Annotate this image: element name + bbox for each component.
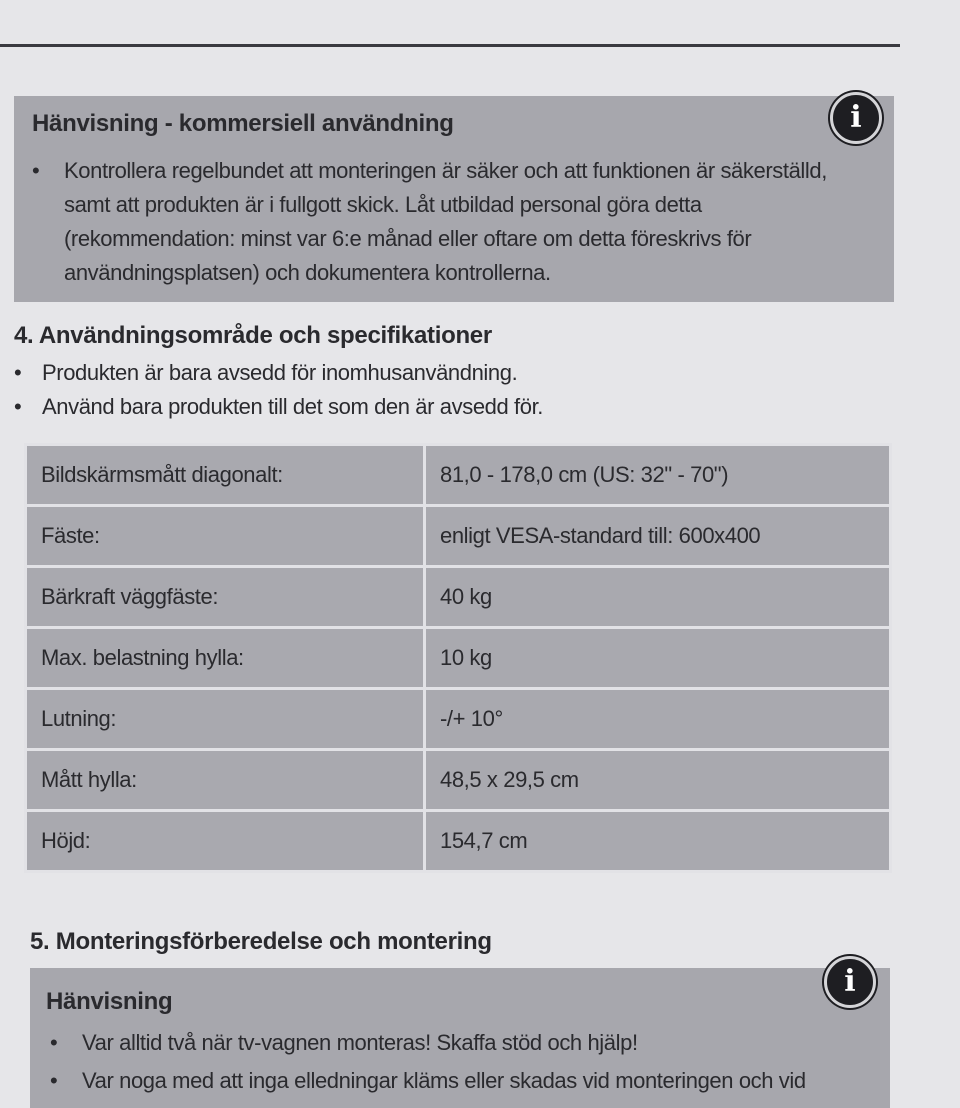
spec-value: 154,7 cm (425, 811, 891, 872)
table-row (26, 750, 891, 811)
section-5-heading: 5. Monteringsförberedelse och montering (30, 928, 492, 955)
mounting-note-bullet: • Var alltid två när tv-vagnen monteras! Skaffa stöd och hjälp! (30, 1024, 880, 1062)
spec-label: Mått hylla: (26, 750, 425, 811)
spec-value: 48,5 x 29,5 cm (425, 750, 891, 811)
spec-label: Fäste: (26, 506, 425, 567)
spec-label: Bildskärmsmått diagonalt: (26, 445, 425, 506)
table-row (26, 689, 891, 750)
info-icon: i (824, 956, 876, 1008)
spec-value: -/+ 10° (425, 689, 891, 750)
spec-table (24, 443, 892, 873)
commercial-note-list (18, 154, 868, 290)
commercial-note-bullet: • Kontrollera regelbundet att monteringen är säker och att funktionen är säkerställd, samt att produkten är i fullgott skick. Låt utbildad personal göra detta (rekommendation: minst var 6:e månad eller oftare om detta föreskrivs för användningsplatsen) och dokumentera kontrollerna. (18, 154, 868, 290)
table-row (26, 628, 891, 689)
table-row (26, 811, 891, 872)
table-row (26, 567, 891, 628)
mounting-note-list (30, 1024, 880, 1100)
spec-value: 40 kg (425, 567, 891, 628)
spec-value: enligt VESA-standard till: 600x400 (425, 506, 891, 567)
top-rule (0, 44, 900, 47)
section-4-heading: 4. Användningsområde och specifikationer (14, 322, 492, 349)
spec-label: Bärkraft väggfäste: (26, 567, 425, 628)
section-4-bullets (0, 356, 900, 424)
spec-value: 81,0 - 178,0 cm (US: 32" - 70") (425, 445, 891, 506)
section-4-bullet: • Använd bara produkten till det som den är avsedd för. (0, 390, 900, 424)
section-4-bullet: • Produkten är bara avsedd för inomhusanvändning. (0, 356, 900, 390)
mounting-note-bullet: • Var noga med att inga elledningar kläms eller skadas vid monteringen och vid (30, 1062, 880, 1100)
mounting-note-box (30, 964, 890, 1108)
spec-label: Höjd: (26, 811, 425, 872)
spec-value: 10 kg (425, 628, 891, 689)
info-icon: i (830, 92, 882, 144)
spec-label: Max. belastning hylla: (26, 628, 425, 689)
table-row (26, 445, 891, 506)
commercial-note-box (14, 96, 894, 302)
spec-label: Lutning: (26, 689, 425, 750)
table-row (26, 506, 891, 567)
commercial-note-title: Hänvisning - kommersiell användning (32, 110, 454, 137)
mounting-note-title: Hänvisning (46, 988, 173, 1015)
